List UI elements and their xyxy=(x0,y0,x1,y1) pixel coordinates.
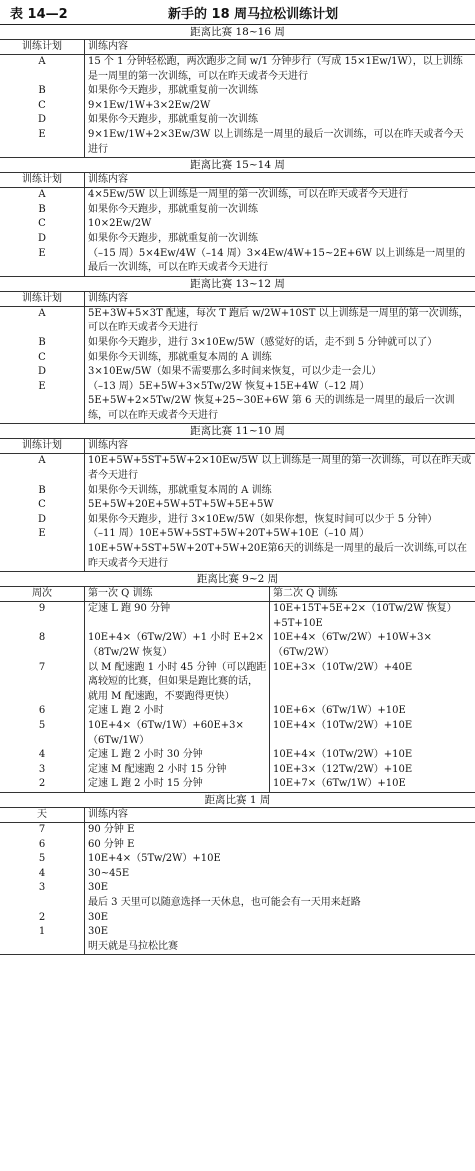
section-header xyxy=(0,808,475,823)
table-row xyxy=(0,188,475,203)
plan-key: C xyxy=(38,499,46,511)
plan-content: 10E+5W+5ST+5W+2×10Ew/5W 以上训练是一周里的第一次训练，可以在昨天或者今天进行 xyxy=(84,454,475,483)
section-rows xyxy=(0,307,475,424)
section-title: 距离比赛 1 周 xyxy=(0,793,475,808)
day-content: 30~45E xyxy=(84,867,475,882)
table-row xyxy=(0,602,475,631)
week-number: 7 xyxy=(38,661,46,673)
col-header-content: 训练内容 xyxy=(84,439,475,453)
table-row xyxy=(0,365,475,380)
table-row xyxy=(0,748,475,763)
day-content: 30E xyxy=(84,881,475,896)
section-header xyxy=(0,292,475,307)
plan-key: C xyxy=(38,99,46,111)
plan-content: 如果你今天跑步，进行 3×10Ew/5W（如果你想，恢复时间可以少于 5 分钟） xyxy=(84,513,475,528)
table-row xyxy=(0,661,475,705)
table-row xyxy=(0,719,475,748)
q2-training: 10E+7×（6Tw/1W）+10E xyxy=(269,777,475,792)
plan-key: C xyxy=(38,218,46,230)
table-row xyxy=(0,940,475,955)
table-row xyxy=(0,203,475,218)
plan-key: A xyxy=(38,56,46,67)
plan-key: A xyxy=(38,307,46,319)
col-header-content: 训练内容 xyxy=(84,173,475,187)
plan-content: 如果你今天训练，那就重复本周的 A 训练 xyxy=(84,351,475,366)
plan-content: 如果你今天跑步，那就重复前一次训练 xyxy=(84,113,475,128)
col-header-plan: 训练计划 xyxy=(22,440,62,452)
plan-content: 如果你今天训练，那就重复本周的 A 训练 xyxy=(84,484,475,499)
table-row xyxy=(0,631,475,660)
table-row xyxy=(0,484,475,499)
table-row xyxy=(0,128,475,157)
section-header xyxy=(0,173,475,188)
table-row xyxy=(0,247,475,276)
plan-content: 如果你今天跑步，那就重复前一次训练 xyxy=(84,84,475,99)
table-number: 表 14—2 xyxy=(10,6,68,22)
table-row xyxy=(0,380,475,424)
table-row xyxy=(0,55,475,84)
week-number: 9 xyxy=(38,603,46,615)
section-title: 距离比赛 13~12 周 xyxy=(0,277,475,292)
day-content: 30E xyxy=(84,925,475,940)
plan-key: D xyxy=(37,513,47,525)
day-content: 10E+4×（5Tw/2W）+10E xyxy=(84,852,475,867)
plan-content: （–11 周）10E+5W+5ST+5W+20T+5W+10E（–10 周）10E+5W+5ST+5W+20T+5W+20E第6天的训练是一周里的最后一次训练,可以在昨天或者今天进行 xyxy=(84,527,475,571)
plan-content: 5E+3W+5×3T 配速，每次 T 跑后 w/2W+10ST 以上训练是一周里的第一次训练，可以在昨天或者今天进行 xyxy=(84,307,475,336)
day-content: 明天就是马拉松比赛 xyxy=(84,940,475,955)
table-row xyxy=(0,763,475,778)
plan-content: 9×1Ew/1W+3×2Ew/2W xyxy=(84,99,475,114)
plan-section xyxy=(0,158,475,277)
day-number: 4 xyxy=(38,867,46,879)
table-row xyxy=(0,823,475,838)
table-row xyxy=(0,498,475,513)
table-row xyxy=(0,84,475,99)
plan-content: 9×1Ew/1W+2×3Ew/3W 以上训练是一周里的最后一次训练，可以在昨天或者今天进行 xyxy=(84,128,475,157)
day-content: 最后 3 天里可以随意选择一天休息，也可能会有一天用来赶路 xyxy=(84,896,475,911)
table-row xyxy=(0,513,475,528)
q1-training: 定速 L 跑 2 小时 xyxy=(84,704,269,719)
plan-section xyxy=(0,25,475,158)
section-rows xyxy=(0,55,475,157)
table-row xyxy=(0,99,475,114)
q1-training: 定速 L 跑 2 小时 30 分钟 xyxy=(84,748,269,763)
table-row xyxy=(0,777,475,792)
table-row xyxy=(0,704,475,719)
table-row xyxy=(0,867,475,882)
plan-key: E xyxy=(38,380,46,392)
q2-training: 10E+6×（6Tw/1W）+10E xyxy=(269,704,475,719)
table-row xyxy=(0,232,475,247)
section-rows xyxy=(0,823,475,954)
q2-training: 10E+4×（10Tw/2W）+10E xyxy=(269,719,475,748)
week-number: 5 xyxy=(38,719,46,731)
table-row xyxy=(0,527,475,571)
q2-training: 10E+3×（10Tw/2W）+40E xyxy=(269,661,475,705)
day-content: 30E xyxy=(84,911,475,926)
plan-section xyxy=(0,277,475,425)
q1-training: 定速 M 配速跑 2 小时 15 分钟 xyxy=(84,763,269,778)
col-header-plan: 训练计划 xyxy=(22,292,62,304)
day-number: 5 xyxy=(38,853,46,865)
plan-section xyxy=(0,424,475,572)
plan-content: 5E+5W+20E+5W+5T+5W+5E+5W xyxy=(84,498,475,513)
q2-training: 10E+3×（12Tw/2W）+10E xyxy=(269,763,475,778)
day-content: 90 分钟 E xyxy=(84,823,475,838)
day-number xyxy=(0,940,84,955)
plan-key: B xyxy=(38,203,46,215)
plan-content: 如果你今天跑步，进行 3×10Ew/5W（感觉好的话，走不到 5 分钟就可以了） xyxy=(84,336,475,351)
section-title: 距离比赛 11~10 周 xyxy=(0,424,475,439)
plan-content: （–15 周）5×4Ew/4W（–14 周）3×4Ew/4W+15~2E+6W 以上训练是一周里的最后一次训练，可以在昨天或者今天进行 xyxy=(84,247,475,276)
plan-content: 4×5Ew/5W 以上训练是一周里的第一次训练，可以在昨天或者今天进行 xyxy=(84,188,475,203)
week-number: 2 xyxy=(38,778,46,790)
day-number: 7 xyxy=(38,823,46,835)
q1-training: 定速 L 跑 2 小时 15 分钟 xyxy=(84,777,269,792)
table-row xyxy=(0,911,475,926)
section-rows xyxy=(0,188,475,276)
q2-training: 10E+4×（6Tw/2W）+10W+3×（6Tw/2W） xyxy=(269,631,475,660)
plan-content: 15 个 1 分钟轻松跑，两次跑步之间 w/1 分钟步行（写成 15×1Ew/1W），以上训练是一周里的第一次训练，可以在昨天或者今天进行 xyxy=(84,55,475,84)
col-header-q1: 第一次 Q 训练 xyxy=(84,587,269,601)
table-row xyxy=(0,925,475,940)
col-header-content: 训练内容 xyxy=(84,40,475,54)
q1-training: 以 M 配速跑 1 小时 45 分钟（可以跑距离较短的比赛，但如果是跑比赛的话，就用 M 配速跑，不要跑得更快） xyxy=(84,661,269,705)
q1-training: 10E+4×（6Tw/1W）+60E+3×（6Tw/1W） xyxy=(84,719,269,748)
week-number: 6 xyxy=(38,705,46,717)
day-number: 2 xyxy=(38,911,46,923)
q2-training: 10E+15T+5E+2×（10Tw/2W 恢复）+5T+10E xyxy=(269,602,475,631)
plan-key: E xyxy=(38,528,46,540)
table-title: 新手的 18 周马拉松训练计划 xyxy=(168,6,339,22)
plan-content: 10×2Ew/2W xyxy=(84,217,475,232)
table-row xyxy=(0,852,475,867)
plan-key: D xyxy=(37,366,47,378)
q2-training: 10E+4×（10Tw/2W）+10E xyxy=(269,748,475,763)
section-header xyxy=(0,439,475,454)
plan-key: D xyxy=(37,232,47,244)
col-header-plan: 训练计划 xyxy=(22,41,62,52)
table-row xyxy=(0,896,475,911)
table-row xyxy=(0,838,475,853)
table-row xyxy=(0,307,475,336)
col-header-plan: 训练计划 xyxy=(22,174,62,186)
section-header xyxy=(0,587,475,602)
weeks-9-2-section xyxy=(0,572,475,793)
col-header-day: 天 xyxy=(37,808,47,820)
table-row xyxy=(0,217,475,232)
q1-training: 定速 L 跑 90 分钟 xyxy=(84,602,269,631)
col-header-content: 训练内容 xyxy=(84,292,475,306)
day-content: 60 分钟 E xyxy=(84,838,475,853)
plan-key: B xyxy=(38,85,46,97)
final-week-section xyxy=(0,793,475,955)
plan-key: E xyxy=(38,128,46,140)
plan-key: C xyxy=(38,351,46,363)
day-number: 3 xyxy=(38,882,46,894)
table-row xyxy=(0,351,475,366)
day-number: 1 xyxy=(38,926,46,938)
section-rows xyxy=(0,454,475,571)
table-row xyxy=(0,336,475,351)
plan-key: E xyxy=(38,247,46,259)
plan-key: A xyxy=(38,189,46,201)
table-row xyxy=(0,454,475,483)
week-number: 4 xyxy=(38,749,46,761)
table-title-row xyxy=(0,0,475,25)
day-number xyxy=(0,896,84,911)
section-title: 距离比赛 9~2 周 xyxy=(0,572,475,587)
table-row xyxy=(0,113,475,128)
plan-key: B xyxy=(38,336,46,348)
week-number: 8 xyxy=(38,632,46,644)
section-title: 距离比赛 18~16 周 xyxy=(0,25,475,40)
plan-content: （–13 周）5E+5W+3×5Tw/2W 恢复+15E+4W（–12 周）5E+5W+2×5Tw/2W 恢复+25~30E+6W 第 6 天的训练是一周里的最后一次训练，可以在昨天或者今天进行 xyxy=(84,380,475,424)
plan-key: B xyxy=(38,484,46,496)
table-row xyxy=(0,881,475,896)
q1-training: 10E+4×（6Tw/2W）+1 小时 E+2×（8Tw/2W 恢复） xyxy=(84,631,269,660)
day-number: 6 xyxy=(38,838,46,850)
plan-key: A xyxy=(38,455,46,467)
plan-content: 如果你今天跑步，那就重复前一次训练 xyxy=(84,232,475,247)
section-header xyxy=(0,40,475,55)
plan-content: 如果你今天跑步，那就重复前一次训练 xyxy=(84,203,475,218)
section-title: 距离比赛 15~14 周 xyxy=(0,158,475,173)
week-number: 3 xyxy=(38,763,46,775)
col-header-q2: 第二次 Q 训练 xyxy=(269,587,475,601)
plan-sections xyxy=(0,25,475,572)
col-header-week: 周次 xyxy=(32,588,52,600)
plan-content: 3×10Ew/5W（如果不需要那么多时间来恢复，可以少走一会儿） xyxy=(84,365,475,380)
plan-key: D xyxy=(37,114,47,126)
col-header-content: 训练内容 xyxy=(84,808,475,822)
